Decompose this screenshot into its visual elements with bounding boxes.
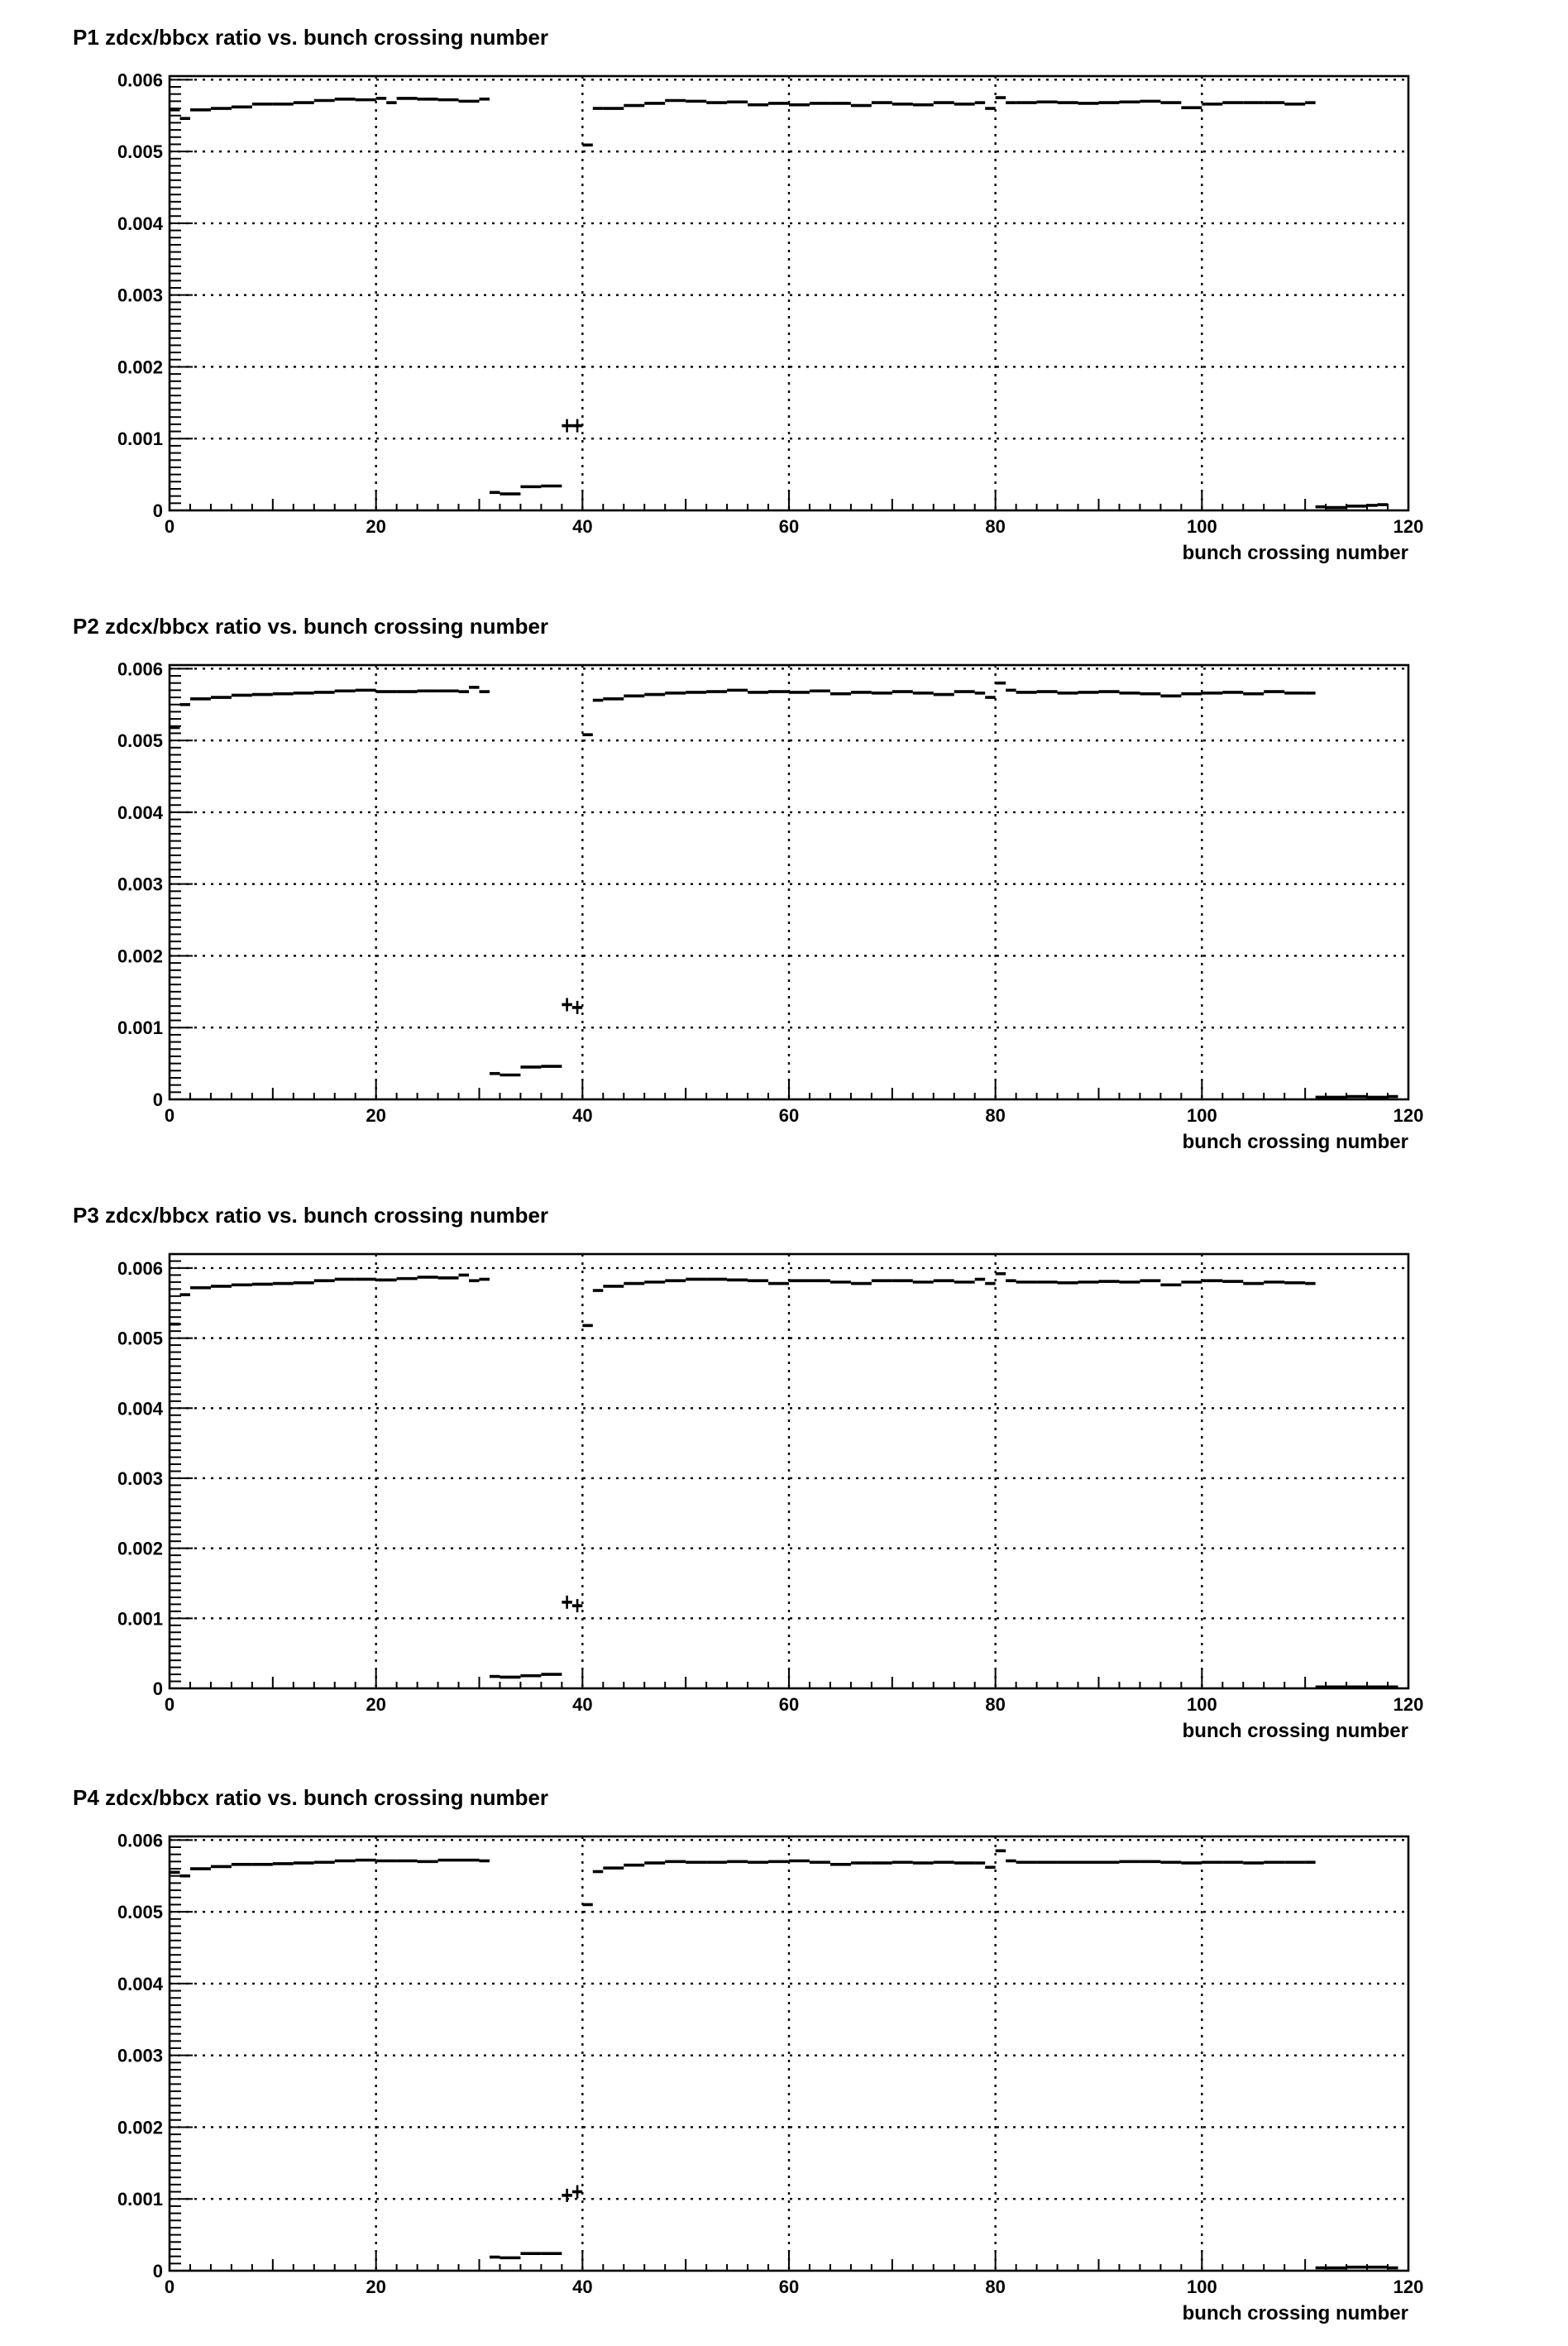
x-axis-label: bunch crossing number [1182, 1720, 1408, 1742]
y-tick-label: 0.004 [117, 1398, 163, 1420]
x-tick-label: 60 [778, 1105, 800, 1126]
x-tick-label: 80 [985, 516, 1006, 537]
x-tick-label: 0 [164, 2277, 175, 2297]
x-tick-label: 20 [366, 516, 386, 537]
y-tick-label: 0.003 [117, 285, 163, 306]
chart-panel-1 [0, 0, 1568, 586]
y-tick-label: 0.004 [117, 802, 163, 823]
y-tick-label: 0.004 [117, 1973, 163, 1994]
chart-title: P3 zdcx/bbcx ratio vs. bunch crossing number [73, 1203, 549, 1228]
x-tick-label: 20 [366, 1105, 386, 1126]
chart-svg [0, 589, 1568, 1175]
x-tick-label: 40 [572, 516, 593, 537]
y-tick-label: 0 [152, 2261, 163, 2281]
y-tick-label: 0.005 [117, 1328, 163, 1349]
y-tick-label: 0.006 [117, 658, 163, 680]
chart-svg [0, 0, 1568, 586]
y-tick-label: 0 [152, 1678, 163, 1699]
x-tick-label: 0 [164, 516, 175, 537]
y-tick-label: 0.005 [117, 730, 163, 752]
x-tick-label: 0 [164, 1105, 175, 1126]
data-point [562, 419, 571, 433]
x-tick-label: 20 [366, 1694, 386, 1715]
x-axis-label: bunch crossing number [1182, 542, 1408, 564]
x-tick-label: 100 [1186, 2277, 1217, 2297]
x-tick-label: 120 [1393, 1694, 1424, 1715]
data-series [170, 1274, 1398, 1688]
chart-panel-3 [0, 1178, 1568, 1764]
y-tick-label: 0 [152, 1089, 163, 1110]
y-tick-label: 0.001 [117, 1017, 163, 1039]
y-tick-label: 0.001 [117, 429, 163, 450]
x-tick-label: 100 [1186, 516, 1217, 537]
x-tick-label: 0 [164, 1694, 175, 1715]
y-tick-label: 0.002 [117, 2117, 163, 2138]
y-tick-label: 0.002 [117, 1538, 163, 1559]
chart-panel-2 [0, 589, 1568, 1175]
x-tick-label: 120 [1393, 2277, 1424, 2297]
x-tick-label: 80 [985, 1694, 1006, 1715]
data-point [572, 419, 582, 433]
y-tick-label: 0.001 [117, 2189, 163, 2210]
x-tick-label: 100 [1186, 1694, 1217, 1715]
y-tick-label: 0.003 [117, 2045, 163, 2066]
x-tick-label: 40 [572, 1105, 593, 1126]
x-tick-label: 120 [1393, 516, 1424, 537]
y-tick-label: 0.003 [117, 874, 163, 895]
x-axis-label: bunch crossing number [1182, 1131, 1408, 1153]
y-tick-label: 0.002 [117, 946, 163, 967]
x-axis-label: bunch crossing number [1182, 2302, 1408, 2324]
data-point [562, 2189, 571, 2202]
y-tick-label: 0 [152, 500, 163, 521]
chart-title: P2 zdcx/bbcx ratio vs. bunch crossing number [73, 614, 549, 639]
x-tick-label: 100 [1186, 1105, 1217, 1126]
data-point [562, 1596, 571, 1609]
x-tick-label: 60 [778, 2277, 800, 2297]
chart-panel-4 [0, 1760, 1568, 2346]
x-tick-label: 80 [985, 1105, 1006, 1126]
x-tick-label: 40 [572, 1694, 593, 1715]
x-tick-label: 60 [778, 1694, 800, 1715]
x-tick-label: 60 [778, 516, 800, 537]
data-series [170, 1850, 1398, 2267]
chart-title: P1 zdcx/bbcx ratio vs. bunch crossing number [73, 25, 549, 50]
data-point [562, 998, 571, 1011]
y-tick-label: 0.004 [117, 213, 163, 234]
data-point [572, 1001, 582, 1014]
x-tick-label: 40 [572, 2277, 593, 2297]
chart-svg [0, 1760, 1568, 2346]
y-tick-label: 0.006 [117, 1830, 163, 1851]
x-tick-label: 120 [1393, 1105, 1424, 1126]
chart-title: P4 zdcx/bbcx ratio vs. bunch crossing number [73, 1785, 549, 1810]
x-tick-label: 80 [985, 2277, 1006, 2297]
y-tick-label: 0.005 [117, 141, 163, 163]
y-tick-label: 0.001 [117, 1608, 163, 1630]
chart-svg [0, 1178, 1568, 1764]
x-tick-label: 20 [366, 2277, 386, 2297]
y-tick-label: 0.005 [117, 1902, 163, 1923]
y-tick-label: 0.006 [117, 69, 163, 91]
y-tick-label: 0.003 [117, 1467, 163, 1489]
data-point [572, 1599, 582, 1612]
y-tick-label: 0.006 [117, 1257, 163, 1279]
data-series [170, 98, 1388, 507]
data-point [572, 2186, 582, 2199]
data-series [170, 683, 1398, 1098]
y-tick-label: 0.002 [117, 357, 163, 378]
